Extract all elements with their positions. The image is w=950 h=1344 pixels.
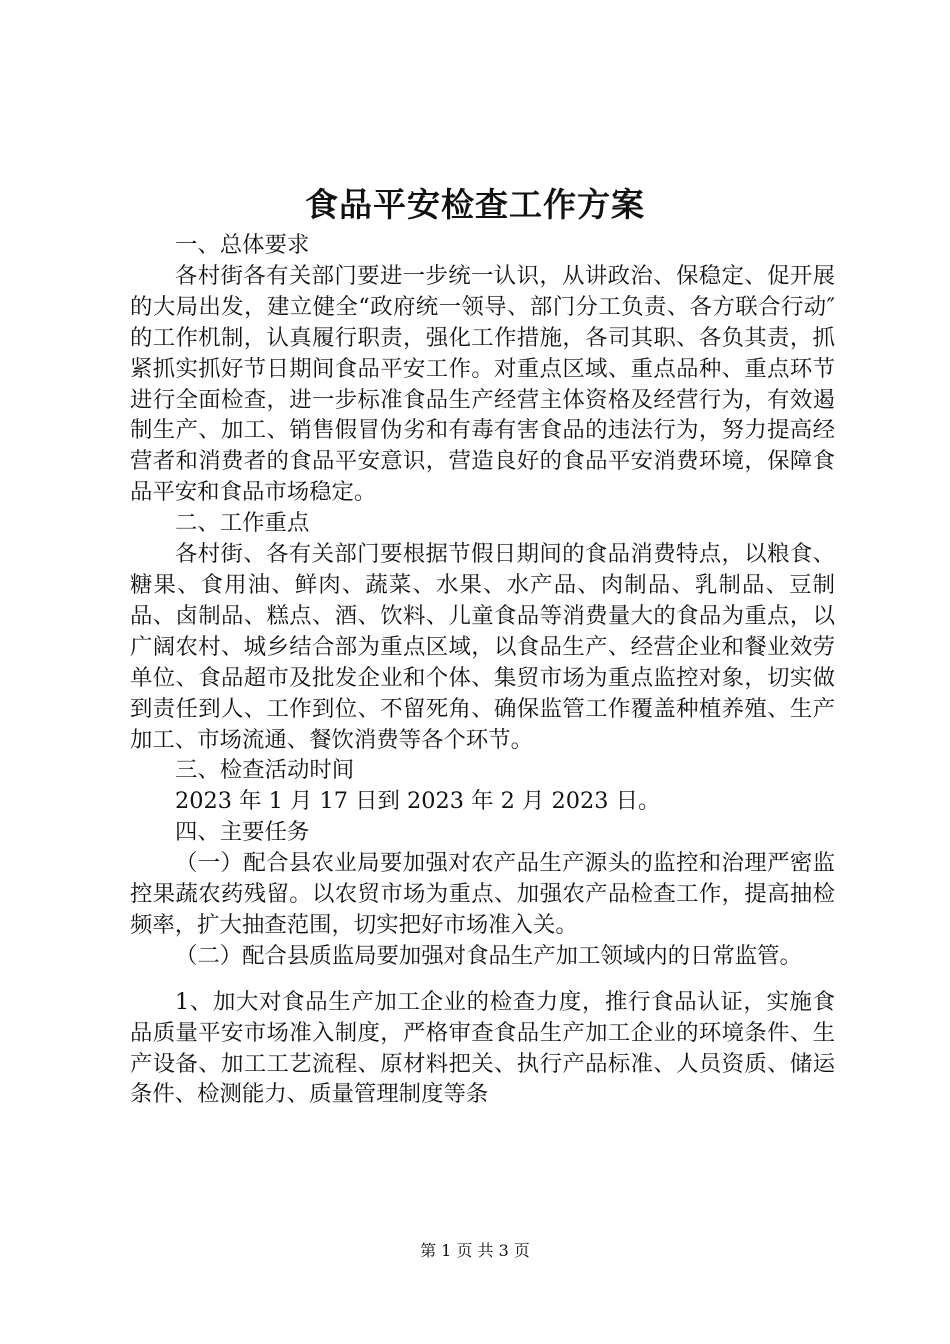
section-heading: 二、工作重点	[175, 510, 310, 537]
section-heading: 三、检查活动时间	[175, 757, 355, 784]
paragraph: 各村街各有关部门要进一步统一认识，从讲政治、保稳定、促开展的大局出发，建立健全“政府统一领导、部门分工负责、各方联合行动″的工作机制，认真履行职责，强化工作措施，各司其职、各负其责，抓紧抓实抓好节日期间食品平安工作。对重点区域、重点品种、重点环节进行全面检查，进一步标准食品生产经营主体资格及经营行为，有效遏制生产、加工、销售假冒伪劣和有毒有害食品的违法行为，努力提高经营者和消费者的食品平安意识，营造良好的食品平安消费环境，保障食品平安和食品市场稳定。	[130, 262, 835, 506]
paragraph: 1、加大对食品生产加工企业的检查力度，推行食品认证，实施食品质量平安市场准入制度，严格审查食品生产加工企业的环境条件、生产设备、加工工艺流程、原材料把关、执行产品标准、人员资质、储运条件、检测能力、质量管理制度等条	[130, 988, 835, 1108]
section-heading: 四、主要任务	[175, 819, 310, 846]
paragraph: （一）配合县农业局要加强对农产品生产源头的监控和治理严密监控果蔬农药残留。以农贸市场为重点、加强农产品检查工作，提高抽检频率，扩大抽查范围，切实把好市场准入关。	[130, 850, 835, 938]
page-footer: 第 1 页 共 3 页	[420, 1241, 530, 1260]
paragraph: 2023 年 1 月 17 日到 2023 年 2 月 2023 日。	[175, 788, 661, 815]
document-body	[130, 230, 835, 1110]
document-title: 食品平安检查工作方案	[305, 185, 645, 224]
section-heading: 一、总体要求	[175, 232, 310, 258]
paragraph: 各村街、各有关部门要根据节假日期间的食品消费特点，以粮食、糖果、食用油、鲜肉、蔬菜、水果、水产品、肉制品、乳制品、豆制品、卤制品、糕点、酒、饮料、儿童食品等消费量大的食品为重点，以广阔农村、城乡结合部为重点区域，以食品生产、经营企业和餐业效劳单位、食品超市及批发企业和个体、集贸市场为重点监控对象，切实做到责任到人、工作到位、不留死角、确保监管工作覆盖种植养殖、生产加工、市场流通、餐饮消费等各个环节。	[130, 541, 835, 753]
paragraph: （二）配合县质监局要加强对食品生产加工领域内的日常监管。	[175, 942, 802, 969]
